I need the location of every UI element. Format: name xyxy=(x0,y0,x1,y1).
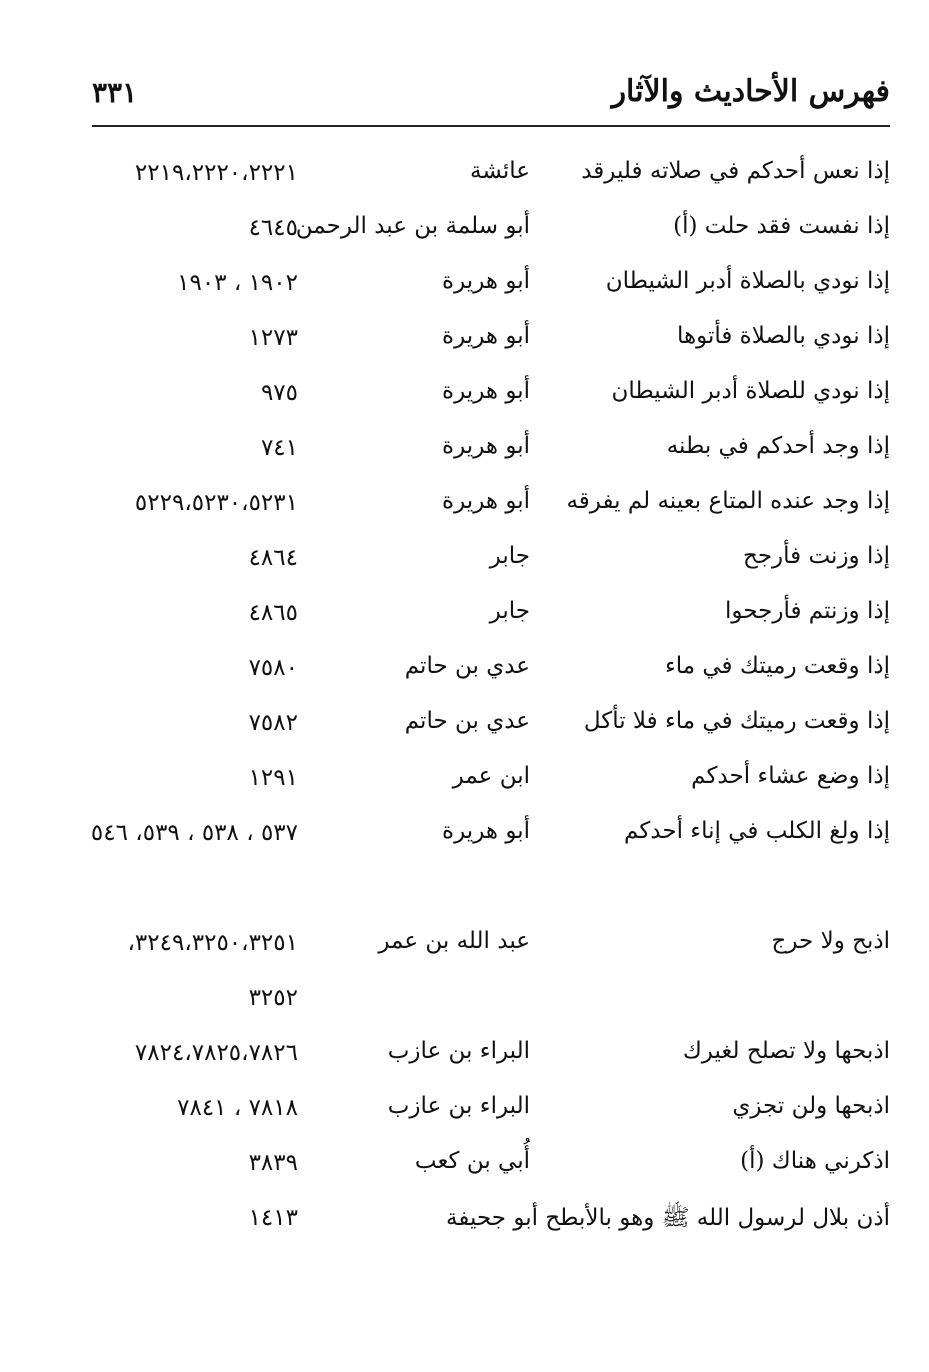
reference-numbers: ٧٤١ xyxy=(260,435,298,461)
page-number: ٣٣١ xyxy=(92,76,138,109)
narrator: أبو سلمة بن عبد الرحمن xyxy=(295,213,530,239)
narrator: أبو هريرة xyxy=(442,488,530,514)
narrator: عبد الله بن عمر xyxy=(378,928,530,954)
narrator: أُبي بن كعب xyxy=(414,1148,530,1174)
reference-numbers: ٩٧٥ xyxy=(260,380,298,406)
index-entry xyxy=(80,641,890,696)
reference-numbers: ٤٦٤٥ xyxy=(248,215,298,241)
narrator: عدي بن حاتم xyxy=(404,653,530,679)
hadith-text: إذا نعس أحدكم في صلاته فليرقد xyxy=(581,158,890,184)
reference-numbers: ٧٥٨٢ xyxy=(248,710,298,736)
narrator: أبو هريرة xyxy=(442,378,530,404)
index-entry xyxy=(80,586,890,641)
index-entry xyxy=(80,476,890,531)
hadith-text: إذا نودي بالصلاة فأتوها xyxy=(676,323,890,349)
reference-numbers: ٣٨٣٩ xyxy=(248,1150,298,1176)
narrator: جابر xyxy=(489,598,530,624)
reference-numbers: ٤٨٦٥ xyxy=(248,600,298,626)
reference-numbers: ١٤١٣ xyxy=(248,1205,298,1231)
hadith-text: إذا وزنتم فأرجحوا xyxy=(725,598,890,624)
index-entry xyxy=(80,1191,890,1246)
hadith-text: اذبح ولا حرج xyxy=(771,928,890,954)
index-entry xyxy=(80,421,890,476)
index-entry xyxy=(80,806,890,916)
index-entry xyxy=(80,1136,890,1191)
index-entry xyxy=(80,696,890,751)
reference-numbers: ٥٣٧ ، ٥٣٨ ، ٥٣٩، ٥٤٦ xyxy=(90,820,298,846)
reference-numbers: ٤٨٦٤ xyxy=(248,545,298,571)
hadith-text: اذكرني هناك (أ) xyxy=(740,1148,890,1174)
index-entry xyxy=(80,366,890,421)
reference-numbers: ١٢٧٣ xyxy=(248,325,298,351)
index-entry xyxy=(80,311,890,366)
narrator: البراء بن عازب xyxy=(387,1093,530,1119)
hadith-text: إذا وجد عنده المتاع بعينه لم يفرقه xyxy=(566,488,890,514)
hadith-text: اذبحها ولن تجزي xyxy=(732,1093,890,1119)
hadith-index-list xyxy=(80,146,890,1246)
hadith-text: إذا ولغ الكلب في إناء أحدكم xyxy=(624,818,890,844)
narrator: البراء بن عازب xyxy=(387,1038,530,1064)
page-header xyxy=(92,66,890,124)
narrator: جابر xyxy=(489,543,530,569)
index-entry xyxy=(80,256,890,311)
reference-numbers: ٧٨١٨ ، ٧٨٤١ xyxy=(177,1095,298,1121)
index-entry xyxy=(80,751,890,806)
reference-numbers: ٣٢٤٩،٣٢٥٠،٣٢٥١، ٣٢٥٢ xyxy=(127,930,298,1011)
narrator: أبو هريرة xyxy=(442,323,530,349)
hadith-text: إذا وقعت رميتك في ماء فلا تأكل xyxy=(583,708,890,734)
hadith-text: إذا نودي للصلاة أدبر الشيطان xyxy=(611,378,890,404)
index-entry xyxy=(80,531,890,586)
index-entry xyxy=(80,146,890,201)
hadith-text: إذا وقعت رميتك في ماء xyxy=(664,653,890,679)
index-entry xyxy=(80,916,890,1026)
narrator: أبو هريرة xyxy=(442,268,530,294)
index-entry xyxy=(80,201,890,256)
reference-numbers: ١٩٠٢ ، ١٩٠٣ xyxy=(177,270,298,296)
index-entry xyxy=(80,1081,890,1136)
hadith-text: إذا وضع عشاء أحدكم xyxy=(691,763,890,789)
reference-numbers: ٧٥٨٠ xyxy=(248,655,298,681)
index-entry xyxy=(80,1026,890,1081)
hadith-text: إذا نفست فقد حلت (أ) xyxy=(673,213,890,239)
narrator: أبو هريرة xyxy=(442,433,530,459)
hadith-text: أذن بلال لرسول الله ﷺ وهو بالأبطح أبو جحيفة xyxy=(446,1205,890,1231)
reference-numbers: ٢٢١٩،٢٢٢٠،٢٢٢١ xyxy=(134,160,298,186)
hadith-text: إذا وزنت فأرجح xyxy=(742,543,890,569)
hadith-text: اذبحها ولا تصلح لغيرك xyxy=(682,1038,890,1064)
reference-numbers: ٧٨٢٤،٧٨٢٥،٧٨٢٦ xyxy=(134,1040,298,1066)
header-rule xyxy=(92,125,890,127)
hadith-text: إذا وجد أحدكم في بطنه xyxy=(666,433,890,459)
narrator: أبو هريرة xyxy=(442,818,530,844)
reference-numbers: ١٢٩١ xyxy=(248,765,298,791)
hadith-text: إذا نودي بالصلاة أدبر الشيطان xyxy=(605,268,890,294)
reference-numbers: ٥٢٢٩،٥٢٣٠،٥٢٣١ xyxy=(134,490,298,516)
narrator: عائشة xyxy=(470,158,530,184)
narrator: عدي بن حاتم xyxy=(404,708,530,734)
running-title: فهرس الأحاديث والآثار xyxy=(611,74,890,109)
narrator: ابن عمر xyxy=(452,763,530,789)
